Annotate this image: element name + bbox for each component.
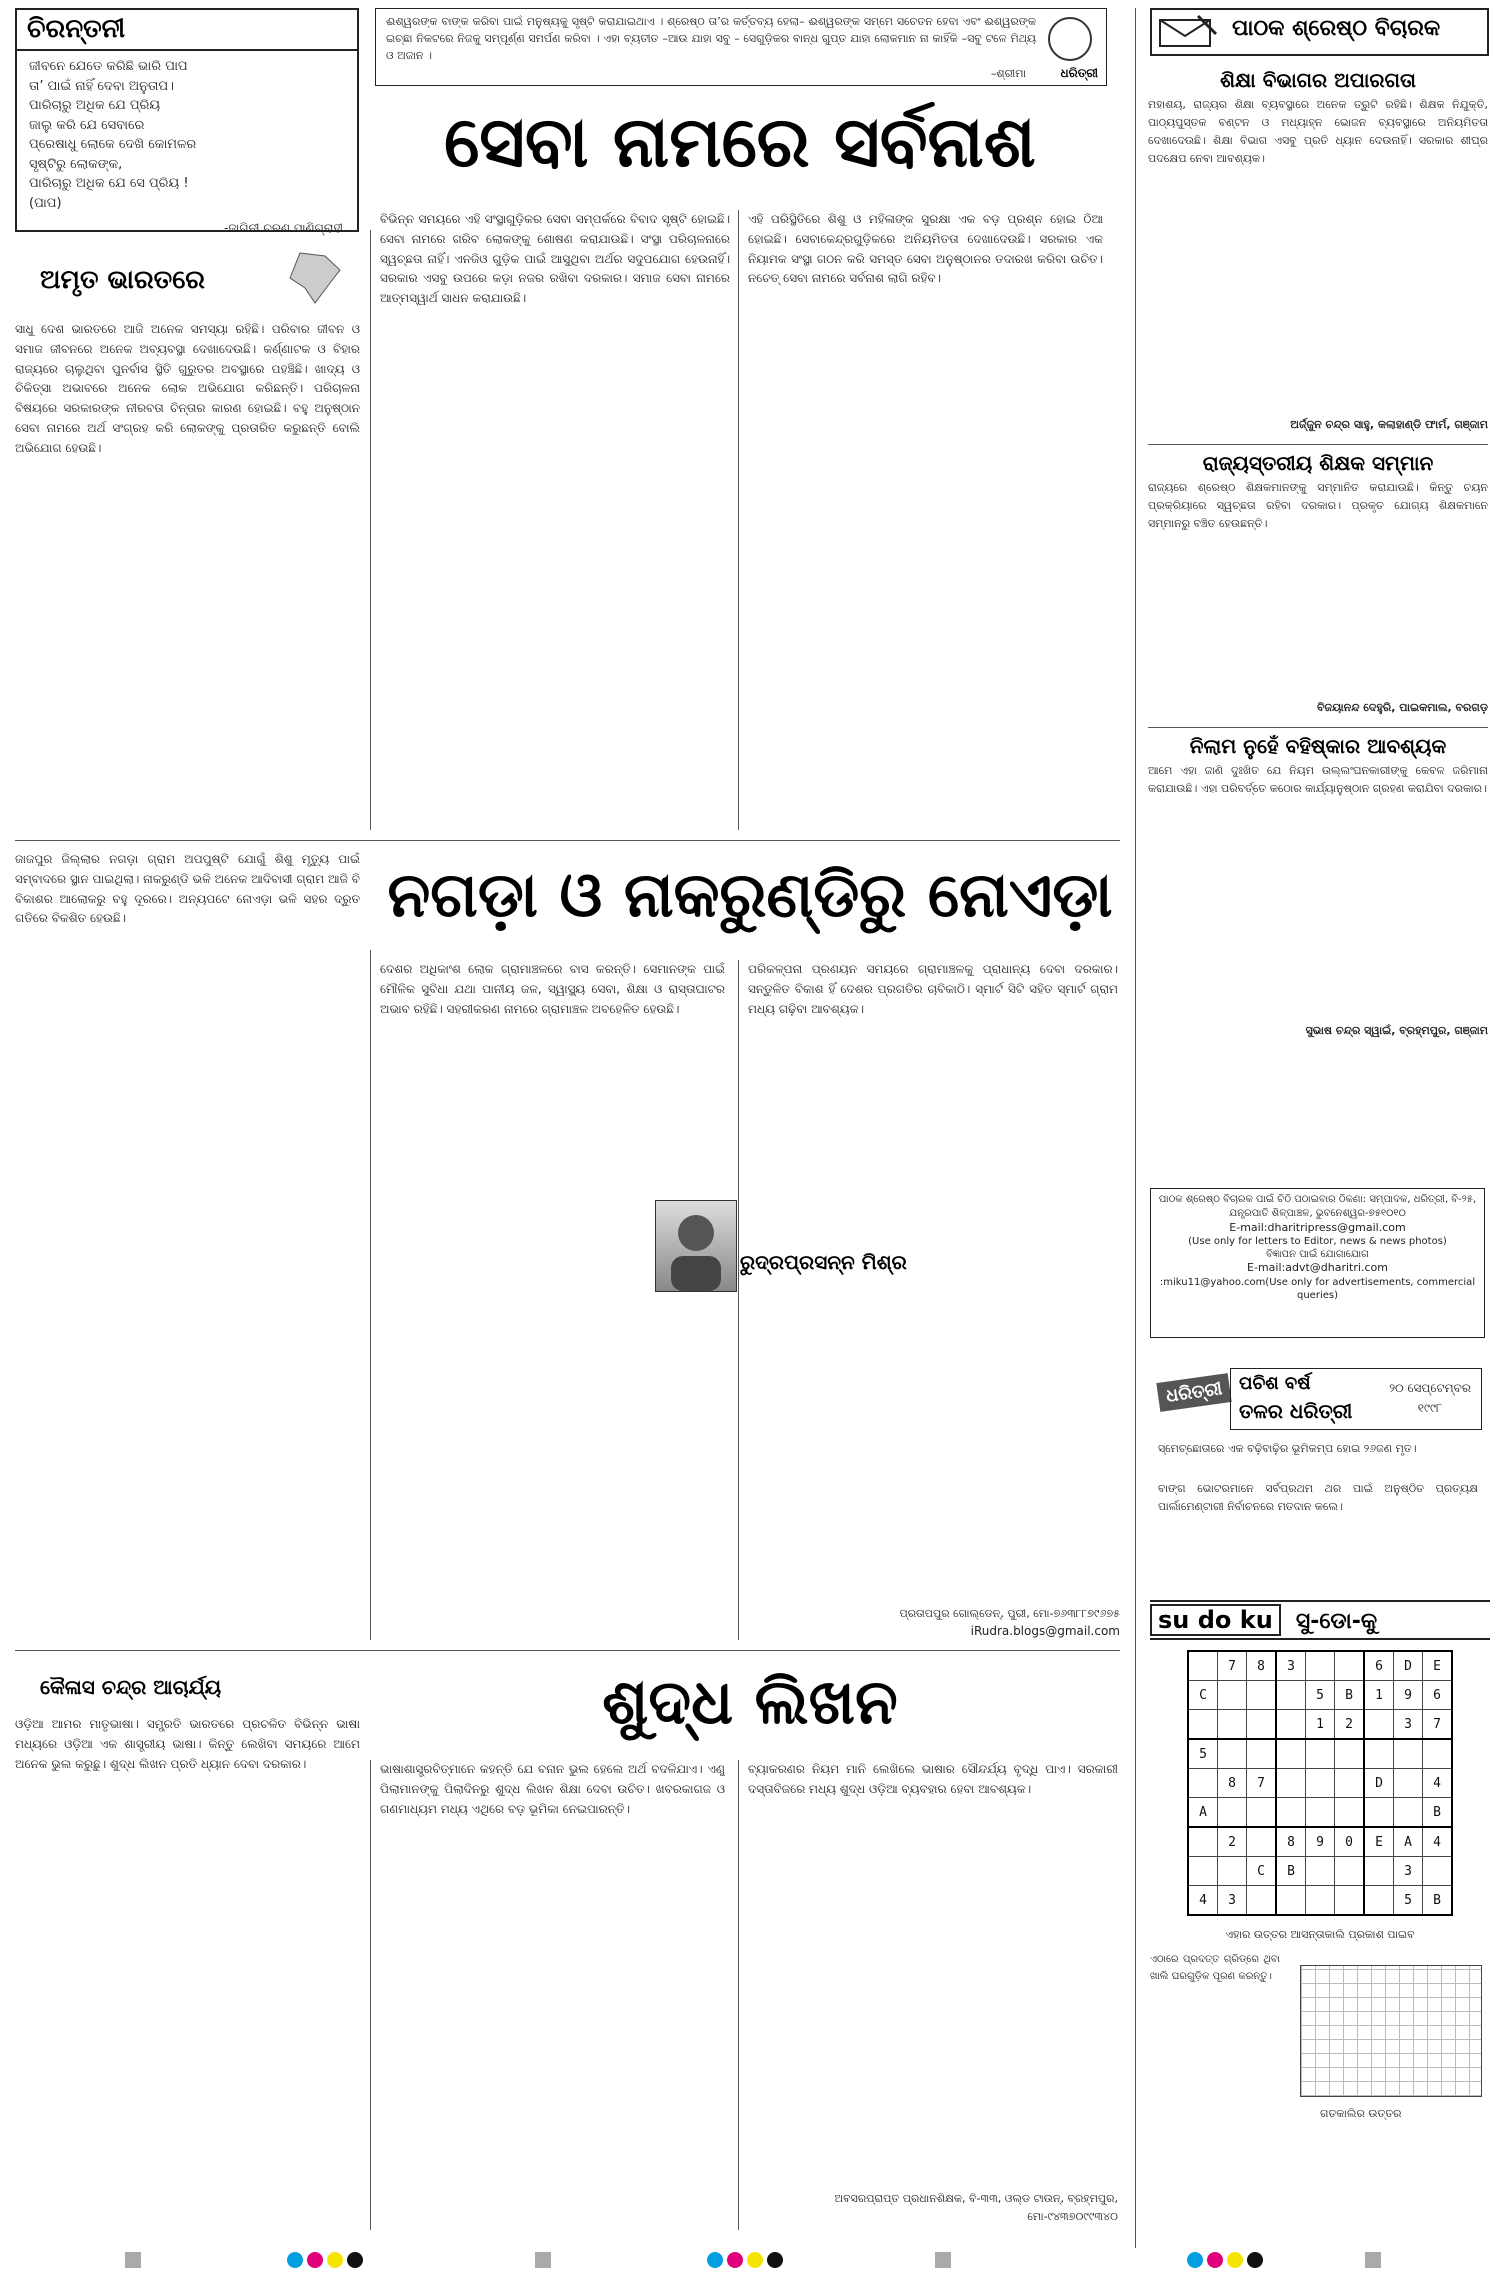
contact-email1[interactable]: E-mail:dharitripress@gmail.com [1229,1221,1406,1234]
sudoku-cell [1335,1769,1365,1798]
sudoku-cell: 2 [1335,1710,1365,1740]
sudoku-row [1188,1798,1452,1828]
sudoku-cell [1306,1857,1335,1886]
sudoku-cell: 4 [1423,1769,1453,1798]
sudoku-cell: E [1364,1827,1394,1857]
sudoku-cell [1188,1857,1218,1886]
article3-col2: ଭାଷାଶାସ୍ତ୍ରବିତ୍‌ମାନେ କହନ୍ତି ଯେ ବନାନ ଭୁଲ ହେଲେ ଅର୍ଥ ବଦଳିଯାଏ। ଏଣୁ ପିଲାମାନଙ୍କୁ ପିଲାଦିନରୁ ଶୁଦ୍ଧ ଲିଖନ ଶିକ୍ଷା ଦେବା ଉଚିତ। ଖବରକାଗଜ ଓ ଗଣମାଧ୍ୟମ ମଧ୍ୟ ଏଥିରେ ବଡ଼ ଭୂମିକା ନେଇପାରନ୍ତି। [380,1762,725,1816]
sudoku-section [1150,1600,1490,2120]
sudoku-odia-title: ସୁ-ଡୋ-କୁ [1295,1609,1378,1634]
sudoku-cell [1188,1827,1218,1857]
main-headline: ସେବା ନାମରେ ସର୍ବନାଶ [444,101,1036,183]
contact-email2[interactable]: E-mail:advt@dharitri.com [1247,1261,1388,1275]
sudoku-row [1188,1710,1452,1740]
person-icon [656,1201,736,1291]
sudoku-row [1188,1886,1452,1916]
amritabharat-logo: ଅମୃତ ଭାରତରେ [40,265,205,295]
poem-author: -ଜାଗିନୀ ଚରଣ ପାଣିଗ୍ରାହୀ [224,221,343,235]
sudoku-cell [1247,1710,1277,1740]
article3-headline: ଶୁଦ୍ଧ ଲିଖନ [602,1665,898,1738]
article2-col1: ଜାଜପୁର ଜିଲ୍ଲାର ନଗଡ଼ା ଗ୍ରାମ ଅପପୁଷ୍ଟି ଯୋଗୁଁ ଶିଶୁ ମୃତ୍ୟୁ ପାଇଁ ସମ୍ବାଦରେ ସ୍ଥାନ ପାଇଥିଲା। ନାକରୁଣ୍ଡି ଭଳି ଅନେକ ଆଦିବାସୀ ଗ୍ରାମ ଆଜି ବି ବିକାଶର ଆଲୋକରୁ ବହୁ ଦୂରରେ। ଅନ୍ୟପଟେ ନୋଏଡ଼ା ଭଳି ସହର ଦ୍ରୁତ ଗତିରେ ବିକଶିତ ହେଉଛି। [15,852,360,926]
sudoku-row [1188,1827,1452,1857]
poem-box [15,8,359,235]
quote-text: ଈଶ୍ୱରଙ୍କ ବାଙ୍କ କରିବା ପାଇଁ ମନୁଷ୍ୟକୁ ସୃଷ୍ଟି କରାଯାଇଥାଏ । ଶ୍ରେଷ୍ଠ ତା’ର କର୍ତ୍ତବ୍ୟ ହେଲା– ଈଶ୍ୱରଙ୍କ ସମ୍ମେ ସଚେତନ ହେବା ଏବଂ ଈଶ୍ୱରଙ୍କ ଇଚ୍ଛା ନିକଟରେ ନିଜକୁ ସମ୍ପୂର୍ଣ୍ଣ ସମର୍ପଣ କରିବା । ଏହା ବ୍ୟତୀତ –ଆଉ ଯାହା ସବୁ – ସେଗୁଡ଼ିକର ବାନ୍ଧ ଗୁପ୍ତ ଯାହା ଲୋକମାନ ନା କାହିଁକି –ସବୁ ଟଳେ ମିଥ୍ୟ ଓ ଅଜାନ । [386,15,1036,63]
sudoku-cell [1306,1651,1335,1681]
dharitri-title-box [1230,1368,1482,1430]
letters-header [1150,8,1489,56]
quote-logo: ଧରିତ୍ରୀ [1060,66,1098,80]
sudoku-cell [1276,1739,1306,1769]
contact-note2: ବିଜ୍ଞାପନ ପାଇଁ ଯୋଗାଯୋଗ [1266,1249,1369,1261]
sudoku-cell [1423,1857,1453,1886]
article2-author: ରୁଦ୍ରପ୍ରସନ୍ନ ମିଶ୍ର [740,1250,907,1274]
sudoku-note: ଏହାର ଉତ୍ତର ଆସନ୍ତାକାଲି ପ୍ରକାଶ ପାଇବ [1225,1928,1415,1941]
gray-mark-icon [535,2252,551,2268]
sudoku-cell: 9 [1306,1827,1335,1857]
sudoku-cell: A [1394,1827,1423,1857]
color-dots-icon [705,2252,785,2272]
letter-2-body: ରାଜ୍ୟରେ ଶ୍ରେଷ୍ଠ ଶିକ୍ଷକମାନଙ୍କୁ ସମ୍ମାନିତ କରାଯାଉଛି। କିନ୍ତୁ ଚୟନ ପ୍ରକ୍ରିୟାରେ ସ୍ୱଚ୍ଛତା ରହିବା ଦରକାର। ପ୍ରକୃତ ଯୋଗ୍ୟ ଶିକ୍ଷକମାନେ ସମ୍ମାନରୁ ବଞ୍ଚିତ ହେଉଛନ୍ତି। [1148,481,1488,531]
article3-col1: ଓଡ଼ିଆ ଆମର ମାତୃଭାଷା। ସମ୍ପ୍ରତି ଭାରତରେ ପ୍ରଚଳିତ ବିଭିନ୍ନ ଭାଷା ମଧ୍ୟରେ ଓଡ଼ିଆ ଏକ ଶାସ୍ତ୍ରୀୟ ଭାଷା। କିନ୍ତୁ ଲେଖିବା ସମୟରେ ଆମେ ଅନେକ ଭୁଲ କରୁଛୁ। ଶୁଦ୍ଧ ଲିଖନ ପ୍ରତି ଧ୍ୟାନ ଦେବା ଦରକାର। [15,1717,360,1771]
sudoku-cell [1218,1681,1247,1710]
sudoku-cell: 1 [1306,1710,1335,1740]
sudoku-cell [1306,1769,1335,1798]
color-dots-icon [285,2252,365,2272]
contact-email1-note: (Use only for letters to Editor, news & news photos) [1188,1236,1447,1248]
sudoku-cell [1335,1857,1365,1886]
sudoku-yesterday: ଗତକାଲିର ଉତ୍ତର [1320,2107,1402,2120]
letter-1-title: ଶିକ୍ଷା ବିଭାଗର ଅପାରଗତା [1220,68,1416,92]
sudoku-cell [1276,1769,1306,1798]
sudoku-cell [1247,1886,1277,1916]
sudoku-cell [1335,1798,1365,1828]
sudoku-cell [1364,1739,1394,1769]
sudoku-cell [1423,1739,1453,1769]
sudoku-cell: 4 [1188,1886,1218,1916]
dharitri-logo: ଧରିତ୍ରୀ [1156,1373,1232,1412]
sudoku-answer-grid [1300,1965,1482,2097]
letter-3-title: ନିଲାମ ନୁହେଁ ବହିଷ୍କାର ଆବଶ୍ୟକ [1148,727,1488,758]
sudoku-row [1188,1681,1452,1710]
sudoku-cell [1276,1886,1306,1916]
sudoku-cell [1394,1769,1423,1798]
sudoku-cell: B [1423,1886,1453,1916]
article2-col3: ପରିକଳ୍ପନା ପ୍ରଣୟନ ସମୟରେ ଗ୍ରାମାଞ୍ଚଳକୁ ପ୍ରାଧାନ୍ୟ ଦେବା ଦରକାର। ସନ୍ତୁଳିତ ବିକାଶ ହିଁ ଦେଶର ପ୍ରଗତିର ଚାବିକାଠି। ସ୍ମାର୍ଟ ସିଟି ସହିତ ସ୍ମାର୍ଟ ଗ୍ରାମ ମଧ୍ୟ ଗଢ଼ିବା ଆବଶ୍ୟକ। [748,962,1118,1016]
sudoku-cell [1218,1857,1247,1886]
sudoku-cell [1394,1798,1423,1828]
sudoku-cell [1247,1739,1277,1769]
sudoku-cell: 7 [1247,1769,1277,1798]
sudoku-cell [1276,1798,1306,1828]
sudoku-cell: B [1423,1798,1453,1828]
letter-2-title: ରାଜ୍ୟସ୍ତରୀୟ ଶିକ୍ଷକ ସମ୍ମାନ [1148,444,1488,475]
sudoku-cell: C [1247,1857,1277,1886]
sudoku-cell [1364,1886,1394,1916]
dharitri-title1: ପଚିଶ ବର୍ଷ [1239,1373,1311,1394]
article2-col2: ଦେଶର ଅଧିକାଂଶ ଲୋକ ଗ୍ରାମାଞ୍ଚଳରେ ବାସ କରନ୍ତି। ସେମାନଙ୍କ ପାଇଁ ମୌଳିକ ସୁବିଧା ଯଥା ପାନୀୟ ଜଳ, ସ୍ୱାସ୍ଥ୍ୟ ସେବା, ଶିକ୍ଷା ଓ ରାସ୍ତାଘାଟର ଅଭାବ ରହିଛି। ସହରୀକରଣ ନାମରେ ଗ୍ରାମାଞ୍ଚଳ ଅବହେଳିତ ହେଉଛି। [380,962,725,1016]
sudoku-cell [1364,1857,1394,1886]
sudoku-grid [1187,1650,1453,1916]
article2-signoff: ପ୍ରତାପପୁର ଗୋଲ୍ଡେନ୍, ପୁରୀ, ମୋ-୭୬୩୮୮୭୯୬୭୫ [899,1607,1120,1620]
author-photo [655,1200,737,1292]
sudoku-cell: 5 [1188,1739,1218,1769]
color-dots-icon [1185,2252,1265,2272]
sudoku-cell: 9 [1394,1681,1423,1710]
sudoku-row [1188,1769,1452,1798]
footer-marks [0,2248,1500,2278]
sudoku-cell [1335,1651,1365,1681]
sudoku-cell: A [1188,1798,1218,1828]
sudoku-cell [1218,1710,1247,1740]
sudoku-row [1188,1857,1452,1886]
sudoku-cell [1218,1739,1247,1769]
letters-title: ପାଠକ ଶ୍ରେଷ୍ଠ ବିଚାରକ [1232,16,1441,41]
sudoku-cell: D [1394,1651,1423,1681]
contact-intro: ପାଠକ ଶ୍ରେଷ୍ଠ ବିଚାରକ ପାଇଁ ଚିଠି ପଠାଇବାର ଠିକଣା: ସମ୍ପାଦକ, ଧରିତ୍ରୀ, ବି-୨୫, ଯନ୍ତ୍ରପାତି ଶିଳ୍ପାଞ୍ଚଳ, ଭୁବନେଶ୍ୱର-୭୫୧୦୧୦ [1158,1194,1477,1219]
envelope-icon [1158,14,1218,50]
sudoku-cell: 8 [1276,1827,1306,1857]
dharitri-item1: ସ୍ମେଚ୍ଛୋତାରେ ଏକ ବଢ଼ିବାଢ଼ିର ଭୂମିକମ୍ପ ହୋଇ ୨୬ଜଣ ମୃତ। [1158,1442,1417,1455]
sudoku-row [1188,1651,1452,1681]
poem-text: ଜୀବନେ ଯେତେ କରିଛି ଭାରି ପାପ ତା’ ପାଇଁ ନାହିଁ ଦେବା ଅନୁତାପ। ପାରିଚାରୁ ଅଧିକ ଯେ ପ୍ରିୟ ଜାଲୁ କରି ଯେ ସେବାରେ ପ୍ରେଷାଧୁ ଲୋକେ ଦେଖି କୋମଳର ସୃଷ୍ଟିରୁ ଲୋକଙ୍କ, ପାରିଚାରୁ ଅଧିକ ଯେ ସେ ପ୍ରିୟ ! (ପାପ) [29,59,197,211]
sudoku-cell: 6 [1423,1681,1453,1710]
article1-col-right: ଏହି ପରିସ୍ଥିତିରେ ଶିଶୁ ଓ ମହିଳାଙ୍କ ସୁରକ୍ଷା ଏକ ବଡ଼ ପ୍ରଶ୍ନ ହୋଇ ଠିଆ ହୋଇଛି। ସେବାକେନ୍ଦ୍ରଗୁଡ଼ିକରେ ଅନିୟମିତତା ଦେଖାଦେଉଛି। ସରକାର ଏକ ନିୟାମକ ସଂସ୍ଥା ଗଠନ କରି ସମସ୍ତ ସେବା ଅନୁଷ୍ଠାନର ତଦାରଖ କରିବା ଉଚିତ। ନଚେତ୍ ସେବା ନାମରେ ସର୍ବନାଶ ଲାଗି ରହିବ। [748,212,1103,286]
gray-mark-icon [125,2252,141,2268]
letter-3-body: ଆମେ ଏହା ଜାଣି ଦୁଃଖିତ ଯେ ନିୟମ ଉଲ୍ଲଂଘନକାରୀଙ୍କୁ କେବଳ ଜରିମାନା କରାଯାଉଛି। ଏହା ପରିବର୍ତ୍ତେ କଠୋର କାର୍ଯ୍ୟାନୁଷ୍ଠାନ ଗ୍ରହଣ କରାଯିବା ଦରକାର। [1148,764,1488,796]
article3-signoff: ଅବସରପ୍ରାପ୍ତ ପ୍ରଧାନଶିକ୍ଷକ, ବି-୩୩, ଓଲ୍ଡ ଟାଉନ୍, ବ୍ରହ୍ମପୁର, ମୋ-୯୪୩୭୦୯୯୩୪୦ [834,2192,1118,2224]
gray-mark-icon [935,2252,951,2268]
sudoku-cell [1247,1827,1277,1857]
sudoku-cell [1188,1651,1218,1681]
sudoku-cell: 7 [1218,1651,1247,1681]
article1-col-mid: ବିଭିନ୍ନ ସମୟରେ ଏହି ସଂସ୍ଥାଗୁଡ଼ିକର ସେବା ସମ୍ପର୍କରେ ବିବାଦ ସୃଷ୍ଟି ହୋଇଛି। ସେବା ନାମରେ ଗରିବ ଲୋକଙ୍କୁ ଶୋଷଣ କରାଯାଉଛି। ସଂସ୍ଥା ପରିଚାଳନାରେ ସ୍ୱଚ୍ଛତା ନାହିଁ। ଏନଜିଓ ଗୁଡ଼ିକ ପାଇଁ ଆସୁଥିବା ଅର୍ଥର ସଦୁପଯୋଗ ହେଉନାହିଁ। ସରକାର ଏସବୁ ଉପରେ କଡ଼ା ନଜର ରଖିବା ଦରକାର। ସମାଜ ସେବା ନାମରେ ଆତ୍ମସ୍ୱାର୍ଥ ସାଧନ କରାଯାଉଛି। [380,212,730,306]
sudoku-cell [1188,1710,1218,1740]
dharitri-item2: ବାଙ୍ଗ ଭୋଟରମାନେ ସର୍ବପ୍ରଥମ ଥର ପାଇଁ ଅନୁଷ୍ଠିତ ପ୍ରତ୍ୟକ୍ଷ ପାର୍ଲାମେଣ୍ଟାରୀ ନିର୍ବାଚନରେ ମତଦାନ କଲେ। [1158,1482,1478,1514]
sudoku-cell: B [1335,1681,1365,1710]
sudoku-cell: B [1276,1857,1306,1886]
article1-col-left: ସାଧୁ ଦେଶ ଭାରତରେ ଆଜି ଅନେକ ସମସ୍ୟା ରହିଛି। ପରିବାର ଜୀବନ ଓ ସମାଜ ଜୀବନରେ ଅନେକ ଅବ୍ୟବସ୍ଥା ଦେଖାଦେଉଛି। କର୍ଣ୍ଣାଟକ ଓ ବିହାର ରାଜ୍ୟରେ ଚାଲୁଥିବା ପୁନର୍ବାସ ସ୍ଥିତି ଗୁରୁତର ଅବସ୍ଥାରେ ପହଞ୍ଚିଛି। ଖାଦ୍ୟ ଓ ଚିକିତ୍ସା ଅଭାବରେ ଅନେକ ଲୋକ ଅଭିଯୋଗ କରିଛନ୍ତି। ପରିଚାଳନା ବିଷୟରେ ସରକାରଙ୍କ ନୀରବତା ଚିନ୍ତାର କାରଣ ହୋଇଛି। ବହୁ ଅନୁଷ୍ଠାନ ସେବା ନାମରେ ଅର୍ଥ ସଂଗ୍ରହ କରି ଲୋକଙ୍କୁ ପ୍ରତାରିତ କରୁଛନ୍ତି ବୋଲି ଅଭିଯୋଗ ହେଉଛି। [15,322,360,455]
dharma-wheel-icon [1048,17,1092,61]
letter-1-author: ଅର୍ଜ୍ଜୁନ ଚନ୍ଦ୍ର ସାହୁ, କଲାହାଣ୍ଡି ଫାର୍ମ, ଗଞ୍ଜାମ [1290,418,1488,431]
sudoku-cell: 5 [1394,1886,1423,1916]
sudoku-cell: 1 [1364,1681,1394,1710]
letters-column [1148,60,1488,1040]
article3-author: କୈଳାସ ଚନ୍ଦ୍ର ଆଚାର୍ଯ୍ୟ [40,1675,222,1699]
contact-email3[interactable]: :miku11@yahoo.com(Use only for advertisements, commercial queries) [1159,1276,1476,1301]
sudoku-row [1188,1739,1452,1769]
contact-box [1150,1188,1485,1338]
article2-web[interactable]: iRudra.blogs@gmail.com [970,1624,1120,1638]
sudoku-cell [1276,1710,1306,1740]
article3-col3: ବ୍ୟାକରଣର ନିୟମ ମାନି ଲେଖିଲେ ଭାଷାର ସୌନ୍ଦର୍ଯ୍ୟ ବୃଦ୍ଧି ପାଏ। ସରକାରୀ ଦସ୍ତାବିଜରେ ମଧ୍ୟ ଶୁଦ୍ଧ ଓଡ଼ିଆ ବ୍ୟବହାର ହେବା ଆବଶ୍ୟକ। [748,1762,1118,1796]
letter-1-body: ମହାଶୟ, ରାଜ୍ୟର ଶିକ୍ଷା ବ୍ୟବସ୍ଥାରେ ଅନେକ ତ୍ରୁଟି ରହିଛି। ଶିକ୍ଷକ ନିଯୁକ୍ତି, ପାଠ୍ୟପୁସ୍ତକ ବଣ୍ଟନ ଓ ମଧ୍ୟାହ୍ନ ଭୋଜନ ବ୍ୟବସ୍ଥାରେ ଅନିୟମିତତା ଦେଖାଦେଉଛି। ଶିକ୍ଷା ବିଭାଗ ଏସବୁ ପ୍ରତି ଧ୍ୟାନ ଦେଉନାହିଁ। ସରକାର ଶୀଘ୍ର ପଦକ୍ଷେପ ନେବା ଆବଶ୍ୟକ। [1148,98,1488,166]
sudoku-cell [1364,1710,1394,1740]
letter-3-author: ସୁଭାଷ ଚନ୍ଦ୍ର ସ୍ୱାଇଁ, ବ୍ରହ୍ମପୁର, ଗଞ୍ଜାମ [1305,1024,1488,1038]
sudoku-logo: su do ku [1150,1604,1281,1636]
sudoku-cell: 6 [1364,1651,1394,1681]
sudoku-cell [1306,1886,1335,1916]
sudoku-cell: 8 [1247,1651,1277,1681]
india-map-icon [280,248,350,308]
dharitri-box [1150,1368,1485,1538]
sudoku-cell: 3 [1276,1651,1306,1681]
sudoku-cell: 3 [1394,1857,1423,1886]
article2-headline: ନଗଡ଼ା ଓ ନାକରୁଣ୍ଡିରୁ ନୋଏଡ଼ା [387,858,1113,931]
sudoku-cell: C [1188,1681,1218,1710]
sudoku-cell: 7 [1423,1710,1453,1740]
sudoku-cell: 5 [1306,1681,1335,1710]
sudoku-cell [1276,1681,1306,1710]
sudoku-cell: 3 [1218,1886,1247,1916]
sudoku-cell: E [1423,1651,1453,1681]
gray-mark-icon [1365,2252,1381,2268]
sudoku-cell [1394,1739,1423,1769]
letter-2-author: ବିଜୟାନନ୍ଦ ଦେହୁରି, ପାଇକମାଲ, ବରଗଡ଼ [1317,701,1488,715]
sudoku-rules: ଏଠାରେ ପ୍ରଦତ୍ତ ଗ୍ରିଡ୍‌ରେ ଥିବା ଖାଲି ଘରଗୁଡ଼ିକ ପୂରଣ କରନ୍ତୁ। [1150,1954,1280,1982]
sudoku-cell [1188,1769,1218,1798]
sudoku-cell: D [1364,1769,1394,1798]
quote-author: –ଶ୍ରୀମା [990,66,1026,80]
sudoku-cell: 4 [1423,1827,1453,1857]
sudoku-cell [1247,1798,1277,1828]
dharitri-title2: ତଳର ଧରିତ୍ରୀ [1239,1399,1353,1423]
sudoku-cell [1335,1886,1365,1916]
sudoku-cell [1364,1798,1394,1828]
sudoku-cell: 3 [1394,1710,1423,1740]
sudoku-cell [1335,1739,1365,1769]
sudoku-cell [1218,1798,1247,1828]
sudoku-cell: 8 [1218,1769,1247,1798]
sudoku-cell [1306,1739,1335,1769]
poem-title: ଚିରନ୍ତନୀ [17,10,357,51]
sudoku-cell: 0 [1335,1827,1365,1857]
quote-box [375,8,1107,86]
dharitri-date: ୨୦ ସେପ୍ଟେମ୍ବର ୧୯୯୮ [1389,1381,1471,1415]
sudoku-cell [1306,1798,1335,1828]
sudoku-cell [1247,1681,1277,1710]
sudoku-cell: 2 [1218,1827,1247,1857]
